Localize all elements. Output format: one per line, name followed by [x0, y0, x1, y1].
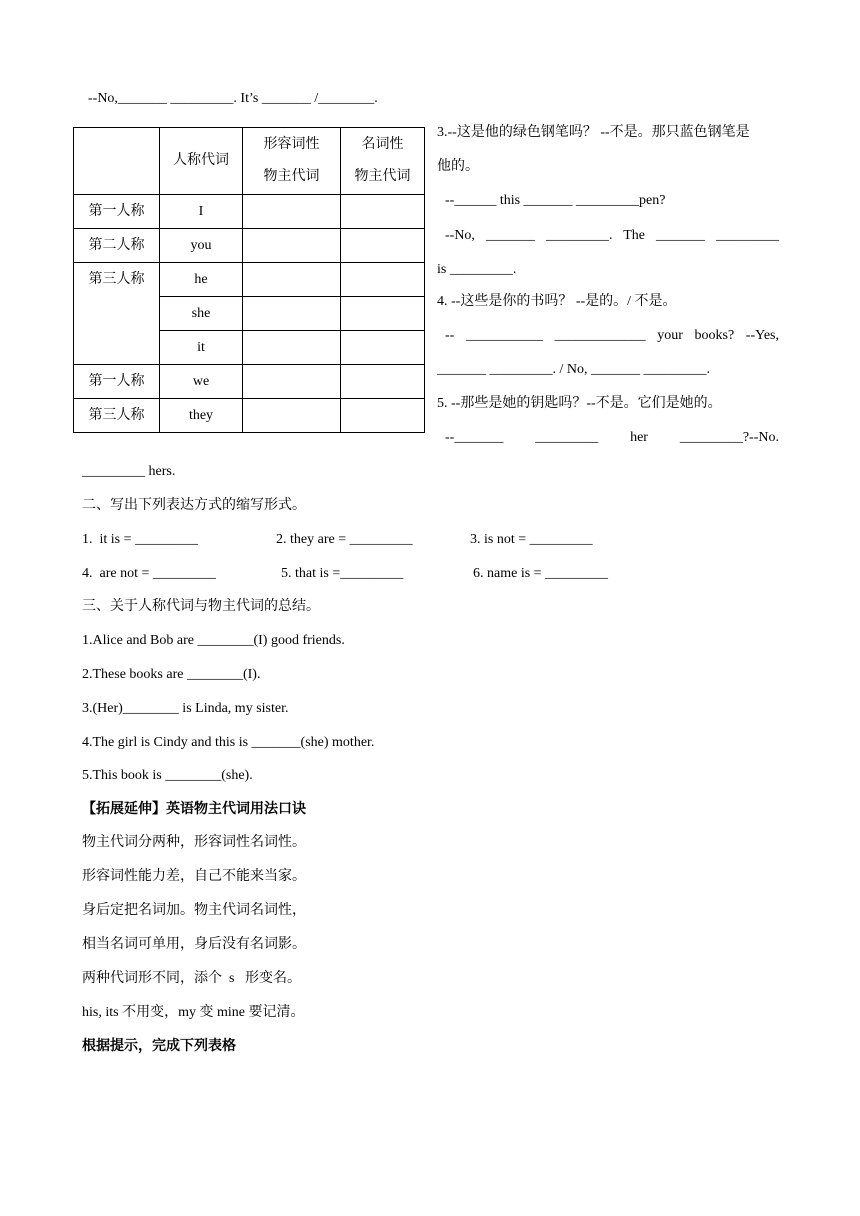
person-cell: 第一人称: [74, 195, 160, 229]
section-2-title: 二、写出下列表达方式的缩写形式。: [82, 498, 306, 513]
blank-cell[interactable]: [341, 399, 425, 433]
header-adj-text: 形容词性 物主代词: [263, 137, 320, 184]
person-cell: 第三人称: [74, 263, 160, 365]
blank-cell[interactable]: [243, 399, 341, 433]
blank-cell[interactable]: [341, 297, 425, 331]
person-cell: 第三人称: [74, 399, 160, 433]
extension-title: 【拓展延伸】英语物主代词用法口诀: [82, 802, 306, 817]
rhyme-line: 身后定把名词加。物主代词名词性，: [82, 903, 306, 918]
pronoun-cell: it: [160, 331, 243, 365]
table-header-cell: [74, 128, 160, 195]
answer-line: --No,_______ _________. It’s _______ /________.: [88, 91, 378, 106]
blank-cell[interactable]: [243, 297, 341, 331]
q3-line-3: is _________.: [437, 262, 517, 277]
exercise-item: 1.Alice and Bob are ________(I) good friends.: [82, 633, 345, 648]
abbrev-item: 4. are not = _________: [82, 566, 216, 581]
table-row: [74, 399, 425, 433]
q4-line-1: -- ___________ _____________ your books? --Yes,: [445, 328, 779, 343]
blank-cell[interactable]: [243, 365, 341, 399]
pronoun-cell: we: [160, 365, 243, 399]
table-header-personal: 人称代词: [160, 128, 243, 195]
table-row: [74, 229, 425, 263]
pronoun-cell: you: [160, 229, 243, 263]
exercise-item: 4.The girl is Cindy and this is _______(she) mother.: [82, 735, 375, 750]
abbrev-item: 2. they are = _________: [276, 532, 413, 547]
blank-cell[interactable]: [341, 229, 425, 263]
blank-cell[interactable]: [341, 331, 425, 365]
rhyme-line: 形容词性能力差，自己不能来当家。: [82, 869, 306, 884]
table-header-adjectival: [243, 128, 341, 195]
q3-prompt-cont: 他的。: [437, 159, 479, 174]
abbrev-item: 3. is not = _________: [470, 532, 593, 547]
q3-line-2: --No, _______ _________. The _______ _________: [445, 228, 779, 243]
final-instruction: 根据提示，完成下列表格: [82, 1039, 236, 1054]
header-nom-text: 名词性 物主代词: [354, 137, 411, 184]
pronoun-cell: they: [160, 399, 243, 433]
abbrev-item: 1. it is = _________: [82, 532, 199, 547]
table-header-nominal: [341, 128, 425, 195]
person-cell: 第一人称: [74, 365, 160, 399]
blank-cell[interactable]: [243, 331, 341, 365]
blank-cell[interactable]: [243, 263, 341, 297]
q5-line-1: --_______ _________ her _________?--No.: [445, 430, 779, 445]
rhyme-line: 物主代词分两种，形容词性名词性。: [82, 835, 306, 850]
rhyme-line: 相当名词可单用，身后没有名词影。: [82, 937, 306, 952]
exercise-item: 2.These books are ________(I).: [82, 667, 261, 682]
pronoun-cell: he: [160, 263, 243, 297]
pronoun-cell: I: [160, 195, 243, 229]
blank-cell[interactable]: [341, 195, 425, 229]
rhyme-line: 两种代词形不同，添个 s 形变名。: [82, 971, 301, 986]
blank-cell[interactable]: [341, 263, 425, 297]
hers-line: _________ hers.: [82, 464, 176, 479]
blank-cell[interactable]: [243, 229, 341, 263]
table-row: [74, 195, 425, 229]
abbrev-item: 5. that is =_________: [281, 566, 404, 581]
table-row: [74, 365, 425, 399]
person-cell: 第二人称: [74, 229, 160, 263]
exercise-item: 3.(Her)________ is Linda, my sister.: [82, 701, 289, 716]
blank-cell[interactable]: [341, 365, 425, 399]
table-row: [74, 263, 425, 297]
pronoun-table: [73, 127, 425, 433]
q3-line-1: --______ this _______ _________pen?: [445, 193, 666, 208]
section-3-title: 三、关于人称代词与物主代词的总结。: [82, 599, 320, 614]
q4-line-2: _______ _________. / No, _______ _________.: [437, 362, 710, 377]
exercise-item: 5.This book is ________(she).: [82, 768, 253, 783]
q5-prompt: 5. --那些是她的钥匙吗？--不是。它们是她的。: [437, 396, 722, 411]
blank-cell[interactable]: [243, 195, 341, 229]
q4-prompt: 4. --这些是你的书吗？ --是的。/ 不是。: [437, 294, 677, 309]
abbrev-item: 6. name is = _________: [473, 566, 609, 581]
q3-prompt: 3.--这是他的绿色钢笔吗？ --不是。那只蓝色钢笔是: [437, 125, 750, 140]
pronoun-cell: she: [160, 297, 243, 331]
rhyme-line: his, its 不用变，my 变 mine 要记清。: [82, 1005, 305, 1020]
